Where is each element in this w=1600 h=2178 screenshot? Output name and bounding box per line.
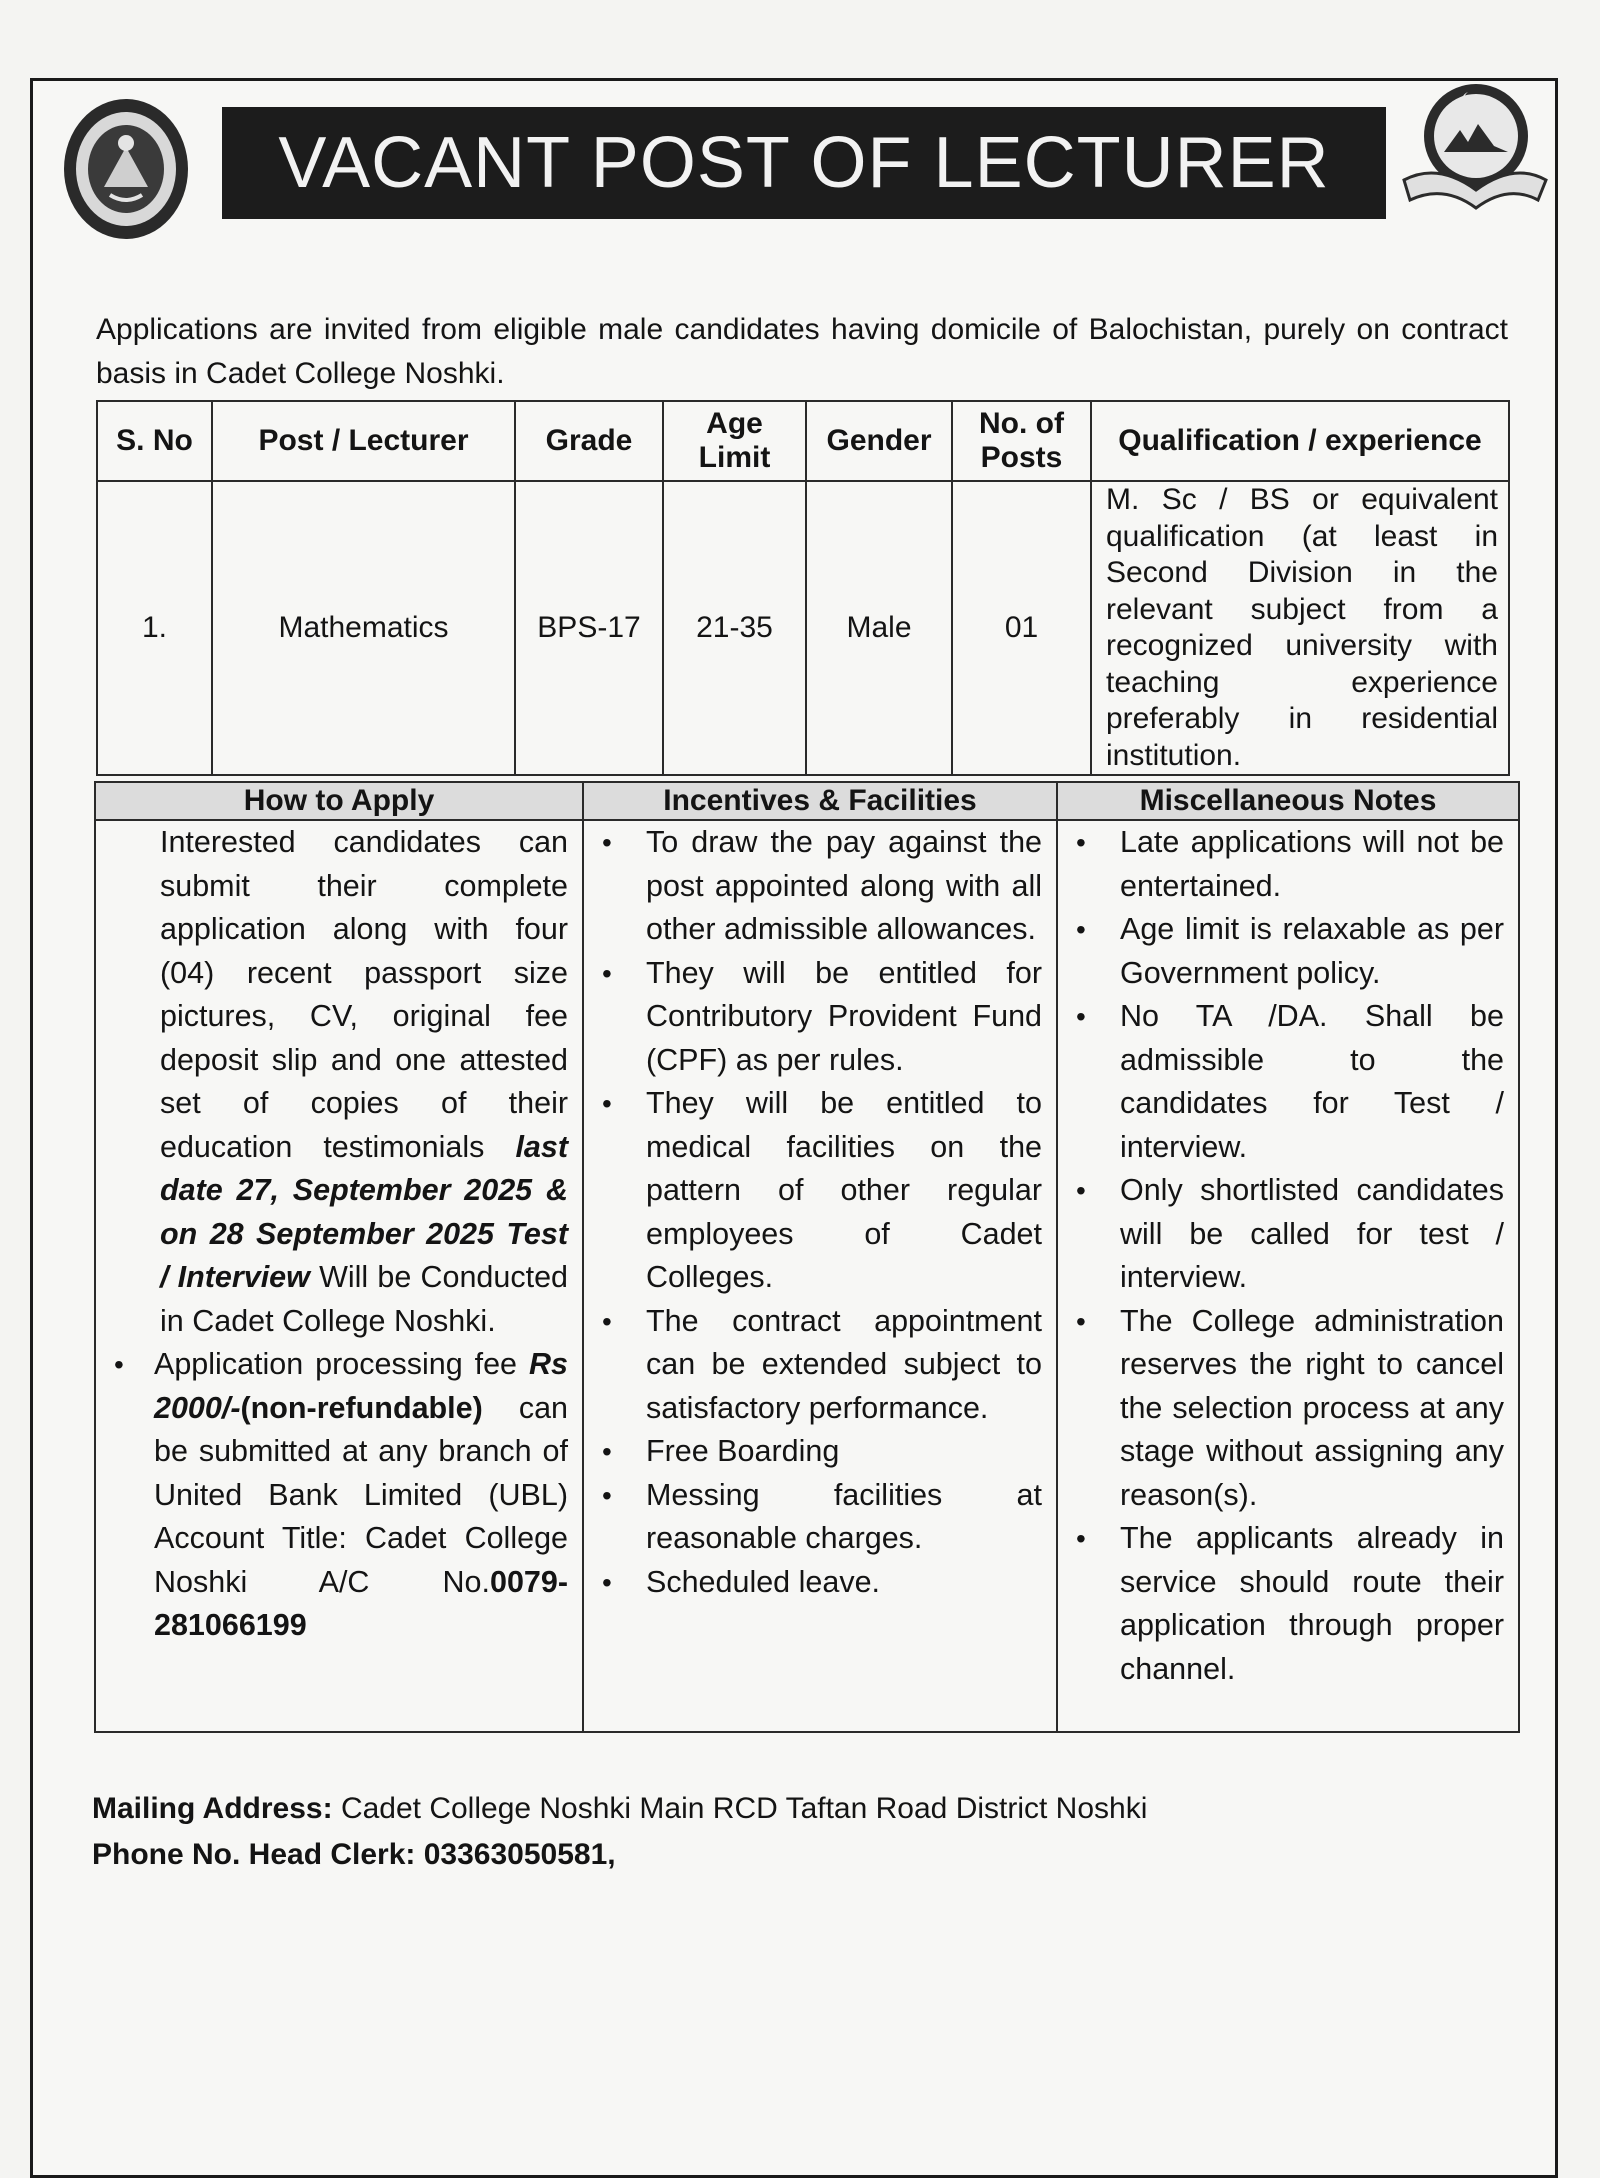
list-item: • The applicants already in service should route their application through proper channel. xyxy=(1058,1517,1518,1691)
page-title: VACANT POST OF LECTURER xyxy=(222,107,1386,219)
header-sno: S. No xyxy=(97,401,212,481)
cell-posts: 01 xyxy=(952,481,1091,775)
cell-qualification: M. Sc / BS or equivalent qualification (at least in Second Division in the relevant subject from a recognized university with teaching experience preferably in residential institution. xyxy=(1091,481,1509,775)
list-item: • The contract appointment can be extended subject to satisfactory performance. xyxy=(584,1300,1056,1431)
header-grade: Grade xyxy=(515,401,663,481)
cell-age: 21-35 xyxy=(663,481,806,775)
apply-step-text: Interested candidates can submit their complete application along with four (04) recent passport size pictures, CV, original fee deposit slip and one attested set of copies of their education testimonials xyxy=(160,825,568,1164)
list-item: • Messing facilities at reasonable charges. xyxy=(584,1474,1056,1561)
how-to-apply-list xyxy=(96,821,582,1648)
cell-grade: BPS-17 xyxy=(515,481,663,775)
fee-tail: can be submitted at any branch of United Bank Limited (UBL) Account Title: Cadet College Noshki A/C No. xyxy=(154,1390,568,1599)
list-item: • To draw the pay against the post appointed along with all other admissible allowances. xyxy=(584,821,1056,952)
cell-gender: Male xyxy=(806,481,952,775)
notes-cell xyxy=(1057,820,1519,1732)
apply-step-tail: Will be Conducted in Cadet College Noshki. xyxy=(160,1260,568,1338)
last-date-text: last date 27, September 2025 & on 28 September 2025 Test / Interview xyxy=(160,1129,568,1294)
list-item: • They will be entitled for Contributory Provident Fund (CPF) as per rules. xyxy=(584,952,1056,1083)
list-item: • Scheduled leave. xyxy=(584,1561,1056,1605)
info-table-body xyxy=(95,820,1519,1732)
list-item: • Age limit is relaxable as per Government policy. xyxy=(1058,908,1518,995)
header-gender: Gender xyxy=(806,401,952,481)
fee-nonrefundable: (non-refundable) xyxy=(240,1390,483,1425)
header-how-to-apply: How to Apply xyxy=(95,782,583,820)
list-item: • Free Boarding xyxy=(584,1430,1056,1474)
incentives-list xyxy=(584,821,1056,1604)
header-age-limit: Age Limit xyxy=(663,401,806,481)
list-item xyxy=(96,1343,582,1648)
balochistan-seal-icon xyxy=(1398,72,1548,222)
how-to-apply-cell xyxy=(95,820,583,1732)
mailing-address xyxy=(92,1792,1147,1826)
list-item: • They will be entitled to medical facilities on the pattern of other regular employees of Cadet Colleges. xyxy=(584,1082,1056,1300)
mailing-label: Mailing Address: xyxy=(92,1792,333,1825)
header-no-of-posts: No. of Posts xyxy=(952,401,1091,481)
list-item: • Only shortlisted candidates will be called for test / interview. xyxy=(1058,1169,1518,1300)
header-qualification: Qualification / experience xyxy=(1091,401,1509,481)
list-item: • No TA /DA. Shall be admissible to the candidates for Test / interview. xyxy=(1058,995,1518,1169)
list-item: • The College administration reserves the right to cancel the selection process at any stage without assigning any reason(s). xyxy=(1058,1300,1518,1518)
cell-sno: 1. xyxy=(97,481,212,775)
header-post: Post / Lecturer xyxy=(212,401,515,481)
phone-value: 03363050581, xyxy=(423,1838,616,1871)
notes-list xyxy=(1058,821,1518,1691)
header-notes: Miscellaneous Notes xyxy=(1057,782,1519,820)
incentives-cell xyxy=(583,820,1057,1732)
phone-number xyxy=(92,1838,616,1872)
posts-table-header xyxy=(97,401,1509,481)
header-incentives: Incentives & Facilities xyxy=(583,782,1057,820)
posts-table xyxy=(96,400,1510,776)
list-item xyxy=(96,821,582,1343)
mailing-value: Cadet College Noshki Main RCD Taftan Road District Noshki xyxy=(340,1792,1148,1825)
info-table xyxy=(94,781,1520,1733)
cadet-college-logo-icon xyxy=(60,95,192,243)
cell-post: Mathematics xyxy=(212,481,515,775)
list-item: • Late applications will not be entertained. xyxy=(1058,821,1518,908)
phone-label: Phone No. Head Clerk: xyxy=(92,1838,416,1871)
fee-label: Application processing fee xyxy=(154,1347,518,1381)
account-number: 0079-281066199 xyxy=(154,1564,568,1642)
table-row xyxy=(97,481,1509,775)
info-table-header xyxy=(95,782,1519,820)
intro-paragraph: Applications are invited from eligible male candidates having domicile of Balochistan, purely on contract basis in Cadet College Noshki. xyxy=(96,313,1508,390)
fee-amount: Rs 2000/- xyxy=(154,1347,568,1425)
